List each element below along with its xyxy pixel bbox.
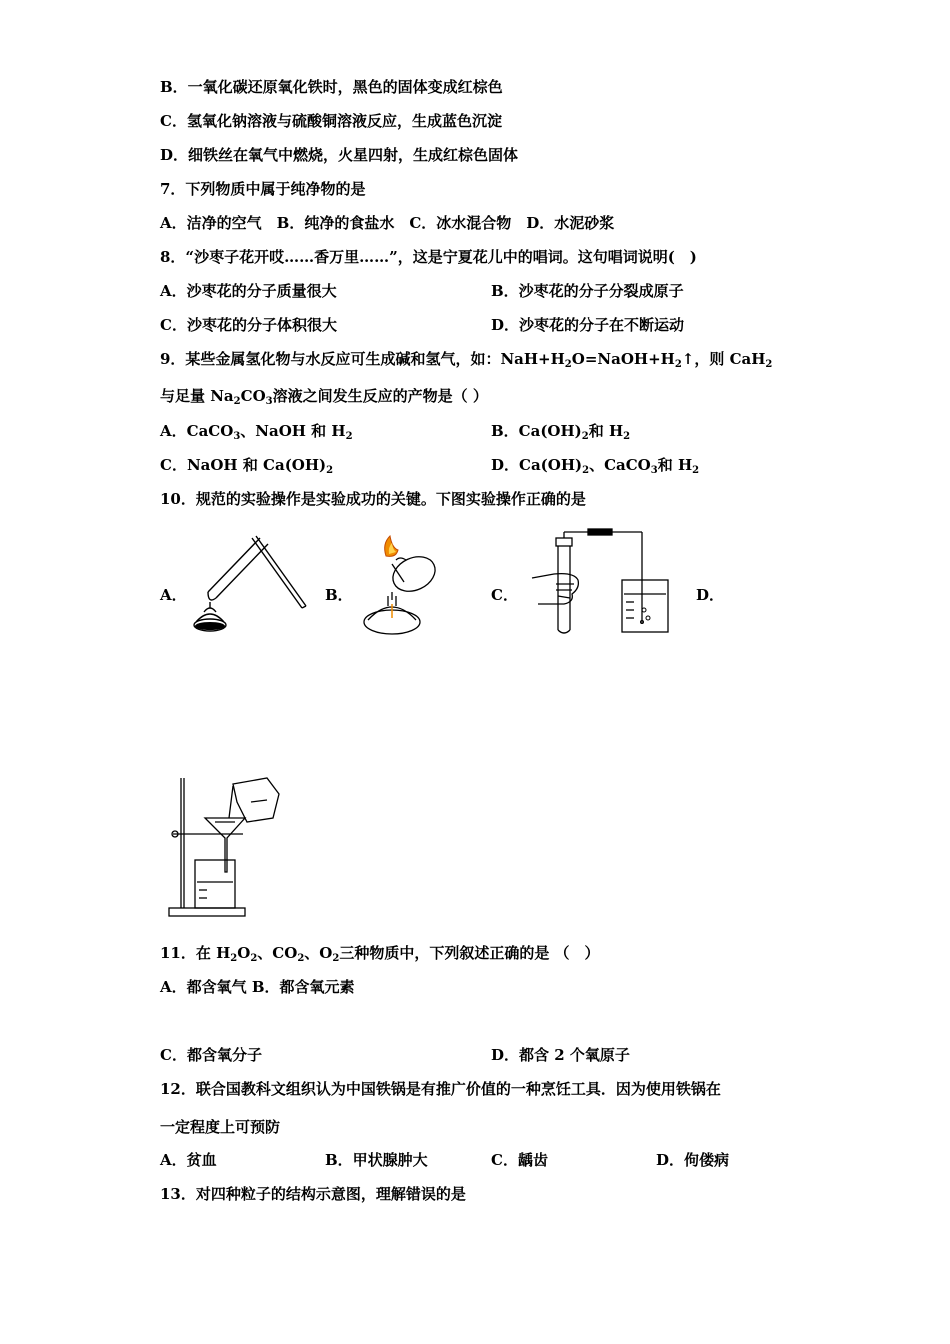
q8-option-b: B．沙枣花的分子分裂成原子: [491, 282, 684, 300]
q8-stem: 8．“沙枣子花开哎……香万里……”，这是宁夏花儿中的唱词。这句唱词说明( ): [160, 248, 697, 266]
q11-option-c: C．都含氧分子: [160, 1046, 262, 1064]
q12-option-d: D．佝偻病: [656, 1151, 730, 1169]
q9-stem-line1: 9．某些金属氢化物与水反应可生成碱和氢气，如：$NaH+H_2O=NaOH+H_2↑$，则 CaH$_2$: [160, 350, 773, 370]
q13-stem: 13．对四种粒子的结构示意图，理解错误的是: [160, 1185, 466, 1203]
q10-option-d-label: D．: [696, 586, 725, 604]
q9-stem-line2: 与足量 $Na_2CO_3$溶液之间发生反应的产物是（ ）: [160, 387, 488, 407]
q8-option-c: C．沙枣花的分子体积很大: [160, 316, 337, 334]
q9-option-d: D．$Ca(OH)_2$、CaCO$_3$和 $H_2$: [491, 456, 700, 476]
filtration-figure: [163, 772, 288, 922]
q6-option-c: C．氢氧化钠溶液与硫酸铜溶液反应，生成蓝色沉淀: [160, 112, 502, 130]
q7-options: A．洁净的空气 B．纯净的食盐水 C．冰水混合物 D．水泥砂浆: [160, 214, 615, 232]
q12-option-b: B．甲状腺肿大: [325, 1151, 428, 1169]
q8-option-a: A．沙枣花的分子质量很大: [160, 282, 337, 300]
q10-option-a-label: A．: [160, 586, 187, 604]
q9-option-c: C．NaOH 和 $Ca(OH)_2$: [160, 456, 334, 476]
q9-option-a: A．CaCO$_3$、NaOH 和 $H_2$: [160, 422, 353, 442]
airtightness-check-figure: [518, 528, 688, 636]
q9-option-b: B．$Ca(OH)_2$和 $H_2$: [491, 422, 631, 442]
lighting-alcohol-lamp-figure: [352, 534, 452, 640]
q11-option-d: D．都含 2 个氧原子: [491, 1046, 630, 1064]
q10-stem: 10．规范的实验操作是实验成功的关键。下图实验操作正确的是: [160, 490, 586, 508]
q11-stem: 11．在 $H_2O_2$、$CO_2$、$O_2$三种物质中，下列叙述正确的是 （ ）: [160, 944, 600, 964]
q10-option-c-label: C．: [491, 586, 518, 604]
q12-option-c: C．龋齿: [491, 1151, 548, 1169]
q12-stem-line2: 一定程度上可预防: [160, 1118, 281, 1136]
q6-option-d: D．细铁丝在氧气中燃烧，火星四射，生成红棕色固体: [160, 146, 519, 164]
heating-test-tube-figure: [190, 530, 310, 638]
q12-stem-line1: 12．联合国教科文组织认为中国铁锅是有推广价值的一种烹饪工具．因为使用铁锅在: [160, 1080, 721, 1098]
q8-option-d: D．沙枣花的分子在不断运动: [491, 316, 685, 334]
q10-option-b-label: B．: [325, 586, 353, 604]
q11-options-ab: A．都含氧气 B．都含氧元素: [160, 978, 355, 996]
q7-stem: 7．下列物质中属于纯净物的是: [160, 180, 366, 198]
q6-option-b: B．一氧化碳还原氧化铁时，黑色的固体变成红棕色: [160, 78, 503, 96]
q12-option-a: A．贫血: [160, 1151, 217, 1169]
